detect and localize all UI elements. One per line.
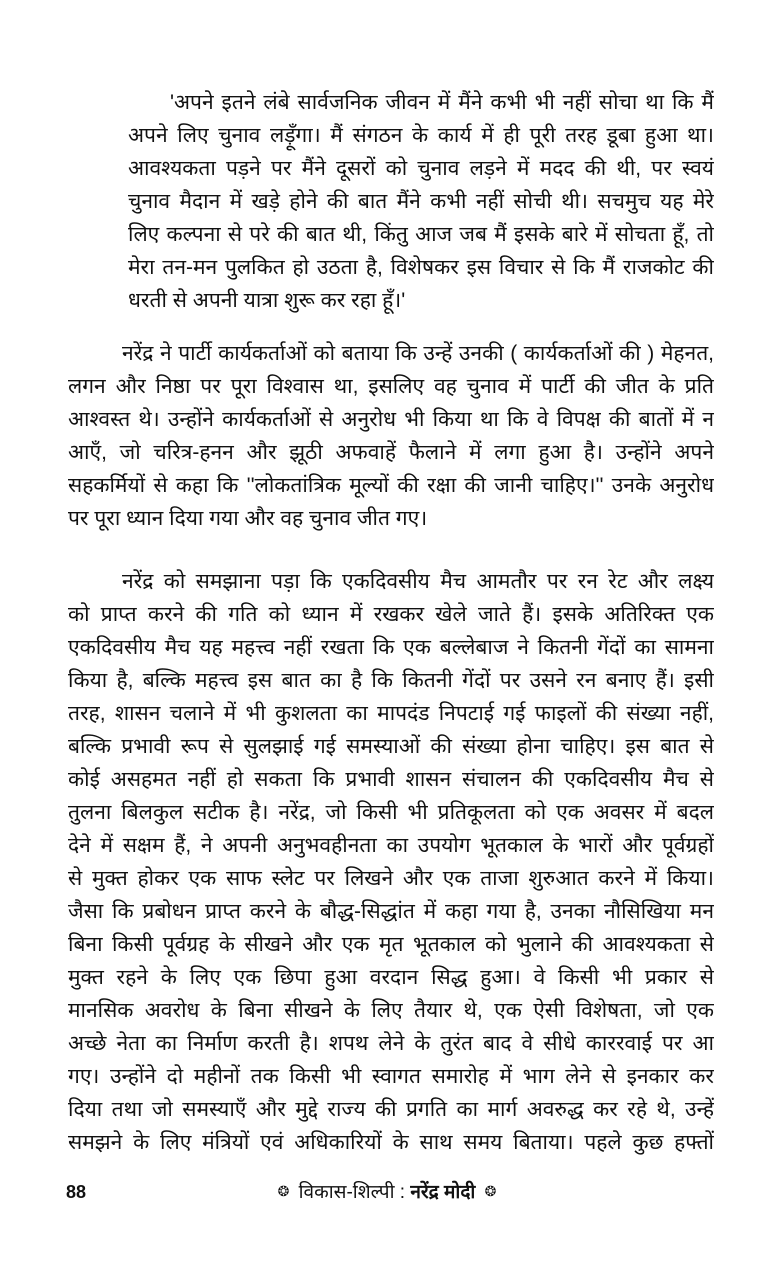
text-line: किया है, बल्कि महत्त्व इस बात का है कि कितनी गेंदों पर उसने रन बनाए हैं। इसी [68,669,714,692]
text-line: धरती से अपनी यात्रा शुरू कर रहा हूँ।' [128,289,406,312]
text-line: मेरा तन-मन पुलकित हो उठता है, विशेषकर इस विचार से कि मैं राजकोट की [128,256,714,279]
text-line: चुनाव मैदान में खड़े होने की बात मैंने कभी नहीं सोची थी। सचमुच यह मेरे [128,190,714,213]
text-line: मुक्त रहने के लिए एक छिपा हुआ वरदान सिद्ध हुआ। वे किसी भी प्रकार से [68,966,714,989]
text-line: मानसिक अवरोध के बिना सीखने के लिए तैयार थे, एक ऐसी विशेषता, जो एक [68,999,714,1022]
text-line: एकदिवसीय मैच यह महत्त्व नहीं रखता कि एक बल्लेबाज ने कितनी गेंदों का सामना [68,636,714,659]
flower-ornament-icon: ❂ [484,1183,497,1199]
text-line: 'अपने इतने लंबे सार्वजनिक जीवन में मैंने कभी भी नहीं सोचा था कि मैं [170,91,714,114]
quote-paragraph [128,86,714,317]
text-line: देने में सक्षम हैं, ने अपनी अनुभवहीनता का उपयोग भूतकाल के भारों और पूर्वग्रहों [68,834,714,857]
text-line: अच्छे नेता का निर्माण करती है। शपथ लेने के तुरंत बाद वे सीधे काररवाई पर आ [68,1032,714,1055]
text-line: पर पूरा ध्यान दिया गया और वह चुनाव जीत गए। [68,507,428,530]
text-line: बल्कि प्रभावी रूप से सुलझाई गई समस्याओं की संख्या होना चाहिए। इस बात से [68,735,714,758]
author-name: नरेंद्र मोदी [410,1182,476,1203]
text-line: लिए कल्पना से परे की बात थी, किंतु आज जब मैं इसके बारे में सोचता हूँ, तो [128,223,714,246]
text-line: समझने के लिए मंत्रियों एवं अधिकारियों के साथ समय बिताया। पहले कुछ हफ्तों [68,1131,714,1154]
text-line: नरेंद्र ने पार्टी कार्यकर्ताओं को बताया कि उन्हें उनकी ( कार्यकर्ताओं की ) मेहनत, [122,342,714,365]
text-line: आश्वस्त थे। उन्होंने कार्यकर्ताओं से अनुरोध भी किया था कि वे विपक्ष की बातों में न [68,408,714,431]
text-line: दिया तथा जो समस्याएँ और मुद्दे राज्य की प्रगति का मार्ग अवरुद्ध कर रहे थे, उन्हें [68,1098,714,1121]
text-line: तुलना बिलकुल सटीक है। नरेंद्र, जो किसी भी प्रतिकूलता को एक अवसर में बदल [68,801,714,824]
text-line: तरह, शासन चलाने में भी कुशलता का मापदंड निपटाई गई फाइलों की संख्या नहीं, [68,702,714,725]
text-line: नरेंद्र को समझाना पड़ा कि एकदिवसीय मैच आमतौर पर रन रेट और लक्ष्य [122,570,714,593]
text-line: जैसा कि प्रबोधन प्राप्त करने के बौद्ध-सिद्धांत में कहा गया है, उनका नौसिखिया मन [68,900,714,923]
text-line: सहकर्मियों से कहा कि ''लोकतांत्रिक मूल्यों की रक्षा की जानी चाहिए।'' उनके अनुरोध [68,474,714,497]
text-line: कोई असहमत नहीं हो सकता कि प्रभावी शासन संचालन की एकदिवसीय मैच से [68,768,714,791]
text-line: बिना किसी पूर्वग्रह के सीखने और एक मृत भूतकाल को भुलाने की आवश्यकता से [68,933,714,956]
text-line: आवश्यकता पड़ने पर मैंने दूसरों को चुनाव लड़ने में मदद की थी, पर स्वयं [128,157,714,180]
book-title: विकास-शिल्पी : [298,1182,406,1203]
running-head [120,1177,654,1207]
text-line: आएँ, जो चरित्र-हनन और झूठी अफवाहें फैलाने में लगा हुआ है। उन्होंने अपने [68,441,714,464]
body-paragraph [68,337,714,535]
flower-ornament-icon: ❂ [277,1183,290,1199]
text-line: लगन और निष्ठा पर पूरा विश्वास था, इसलिए वह चुनाव में पार्टी की जीत के प्रति [68,375,714,398]
text-line: गए। उन्होंने दो महीनों तक किसी भी स्वागत समारोह में भाग लेने से इनकार कर [68,1065,714,1088]
page-number: 88 [66,1182,87,1202]
page-footer [0,1173,774,1209]
text-line: अपने लिए चुनाव लड़ूँगा। मैं संगठन के कार्य में ही पूरी तरह डूबा हुआ था। [128,124,714,147]
body-paragraph [68,565,714,1159]
text-line: को प्राप्त करने की गति को ध्यान में रखकर खेले जाते हैं। इसके अतिरिक्त एक [68,603,714,626]
text-line: से मुक्त होकर एक साफ स्लेट पर लिखने और एक ताजा शुरुआत करने में किया। [68,867,714,890]
